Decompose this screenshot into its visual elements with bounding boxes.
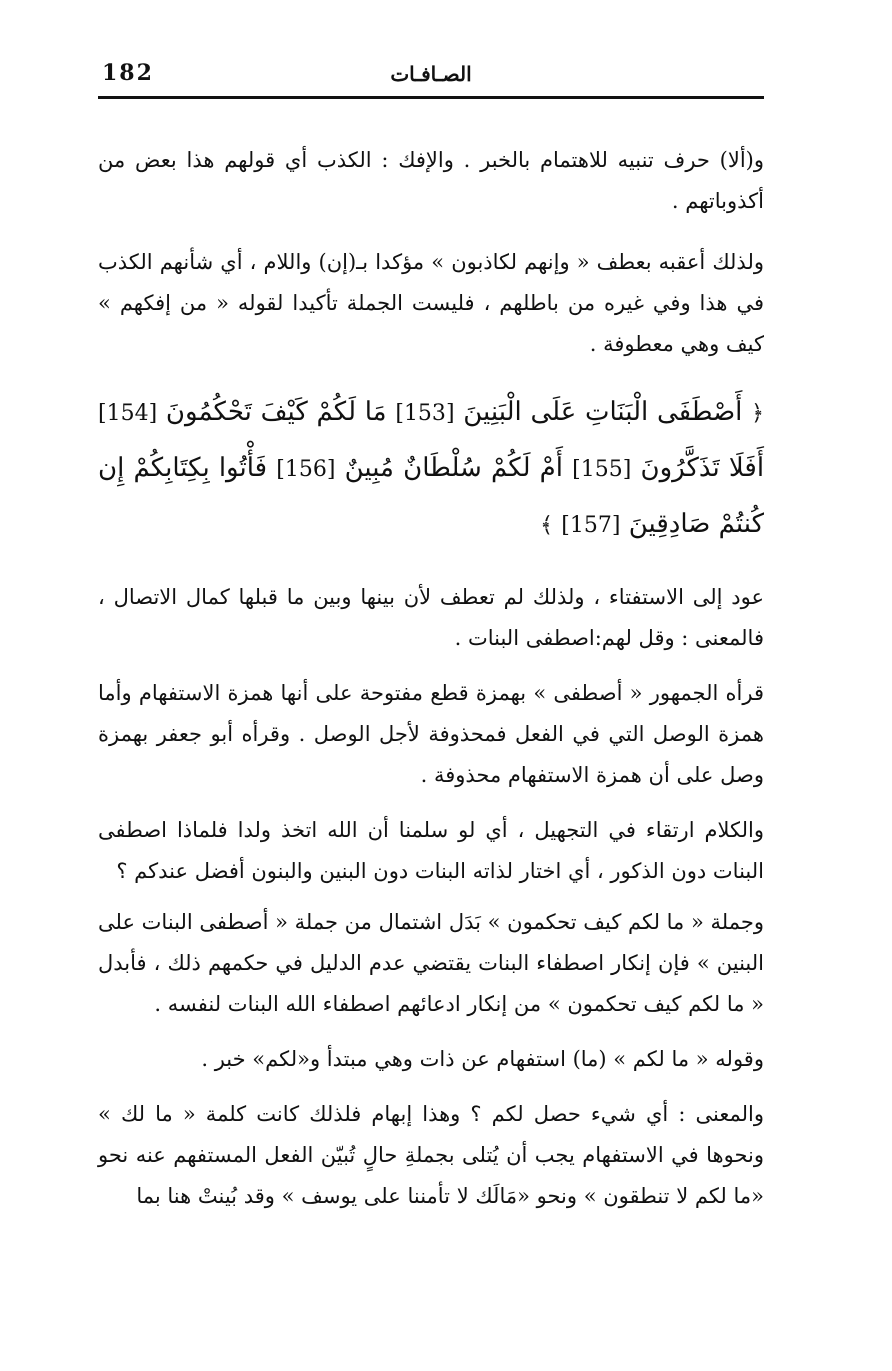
ayah-153-text: أَصْطَفَى الْبَنَاتِ عَلَى الْبَنِينَ bbox=[463, 397, 743, 427]
ayah-155-text: أَفَلَا تَذَكَّرُونَ bbox=[640, 453, 765, 483]
page-header bbox=[98, 56, 764, 96]
ayah-155-number: [155] bbox=[572, 457, 632, 482]
ayah-157-number: [157] bbox=[561, 513, 621, 538]
page-number: 182 bbox=[102, 60, 154, 86]
paragraph-badal: وجملة « ما لكم كيف تحكمون » بَدَل اشتمال من جملة « أصطفى البنات على البنين » فإن إنكار اصطفاء البنات يقتضي عدم الدليل في حكمهم ذلك ، فأبدل « ما لكم كيف تحكمون » من إنكار ادعائهم اصطفاء الله البنات لنفسه . bbox=[98, 910, 764, 1016]
paragraph-tajheel: والكلام ارتقاء في التجهيل ، أي لو سلمنا أن الله اتخذ ولدا فلماذا اصطفى البنات دون الذكور ، أي اختار لذاته البنات دون البنين والبنون أفضل عندكم ؟ bbox=[98, 818, 764, 883]
quran-verses bbox=[98, 385, 764, 553]
ayah-154-number: [154] bbox=[98, 401, 158, 426]
surah-title: الصـافـات bbox=[390, 62, 472, 86]
ayah-156-number: [156] bbox=[276, 457, 336, 482]
paragraph-ma-lakum: وقوله « ما لكم » (ما) استفهام عن ذات وهي مبتدأ و«لكم» خبر . bbox=[201, 1047, 764, 1071]
page-body bbox=[98, 140, 764, 1217]
ayah-156-text: أَمْ لَكُمْ سُلْطَانٌ مُبِينٌ bbox=[344, 453, 564, 483]
ayah-153-number: [153] bbox=[395, 401, 455, 426]
quran-close-bracket: ﴾ bbox=[540, 513, 553, 538]
paragraph-qiraat: قرأه الجمهور « أصطفى » بهمزة قطع مفتوحة على أنها همزة الاستفهام وأما همزة الوصل التي في الفعل فمحذوفة لأجل الوصل . وقرأه أبو جعفر بهمزة وصل على أن همزة الاستفهام محذوفة . bbox=[98, 681, 764, 787]
ayah-154-text: مَا لَكُمْ كَيْفَ تَحْكُمُونَ bbox=[165, 397, 387, 427]
header-divider bbox=[98, 96, 764, 99]
ayah-157-text: فَأْتُوا بِكِتَابِكُمْ إِن كُنتُمْ صَادِقِينَ bbox=[98, 453, 764, 539]
paragraph-istifta: عود إلى الاستفتاء ، ولذلك لم تعطف لأن بينها وبين ما قبلها كمال الاتصال ، فالمعنى : وقل لهم:اصطفى البنات . bbox=[98, 585, 764, 650]
paragraph-a3qabahu: ولذلك أعقبه بعطف « وإنهم لكاذبون » مؤكدا بـ(إن) واللام ، أي شأنهم الكذب في هذا وفي غيره من باطلهم ، فليست الجملة تأكيدا لقوله « من إفكهم » كيف وهي معطوفة . bbox=[98, 250, 764, 356]
paragraph-maana: والمعنى : أي شيء حصل لكم ؟ وهذا إبهام فلذلك كانت كلمة « ما لك » ونحوها في الاستفهام يجب أن يُتلى بجملةِ حالٍ تُبيّن الفعل المستفهم عنه نحو «ما لكم لا تنطقون » ونحو «مَالَك لا تأمننا على يوسف » وقد بُينتْ هنا بما bbox=[98, 1102, 764, 1208]
paragraph-alla: و(ألا) حرف تنبيه للاهتمام بالخبر . والإفك : الكذب أي قولهم هذا بعض من أكذوباتهم . bbox=[98, 148, 764, 213]
quran-open-bracket: ﴿ bbox=[751, 401, 765, 426]
